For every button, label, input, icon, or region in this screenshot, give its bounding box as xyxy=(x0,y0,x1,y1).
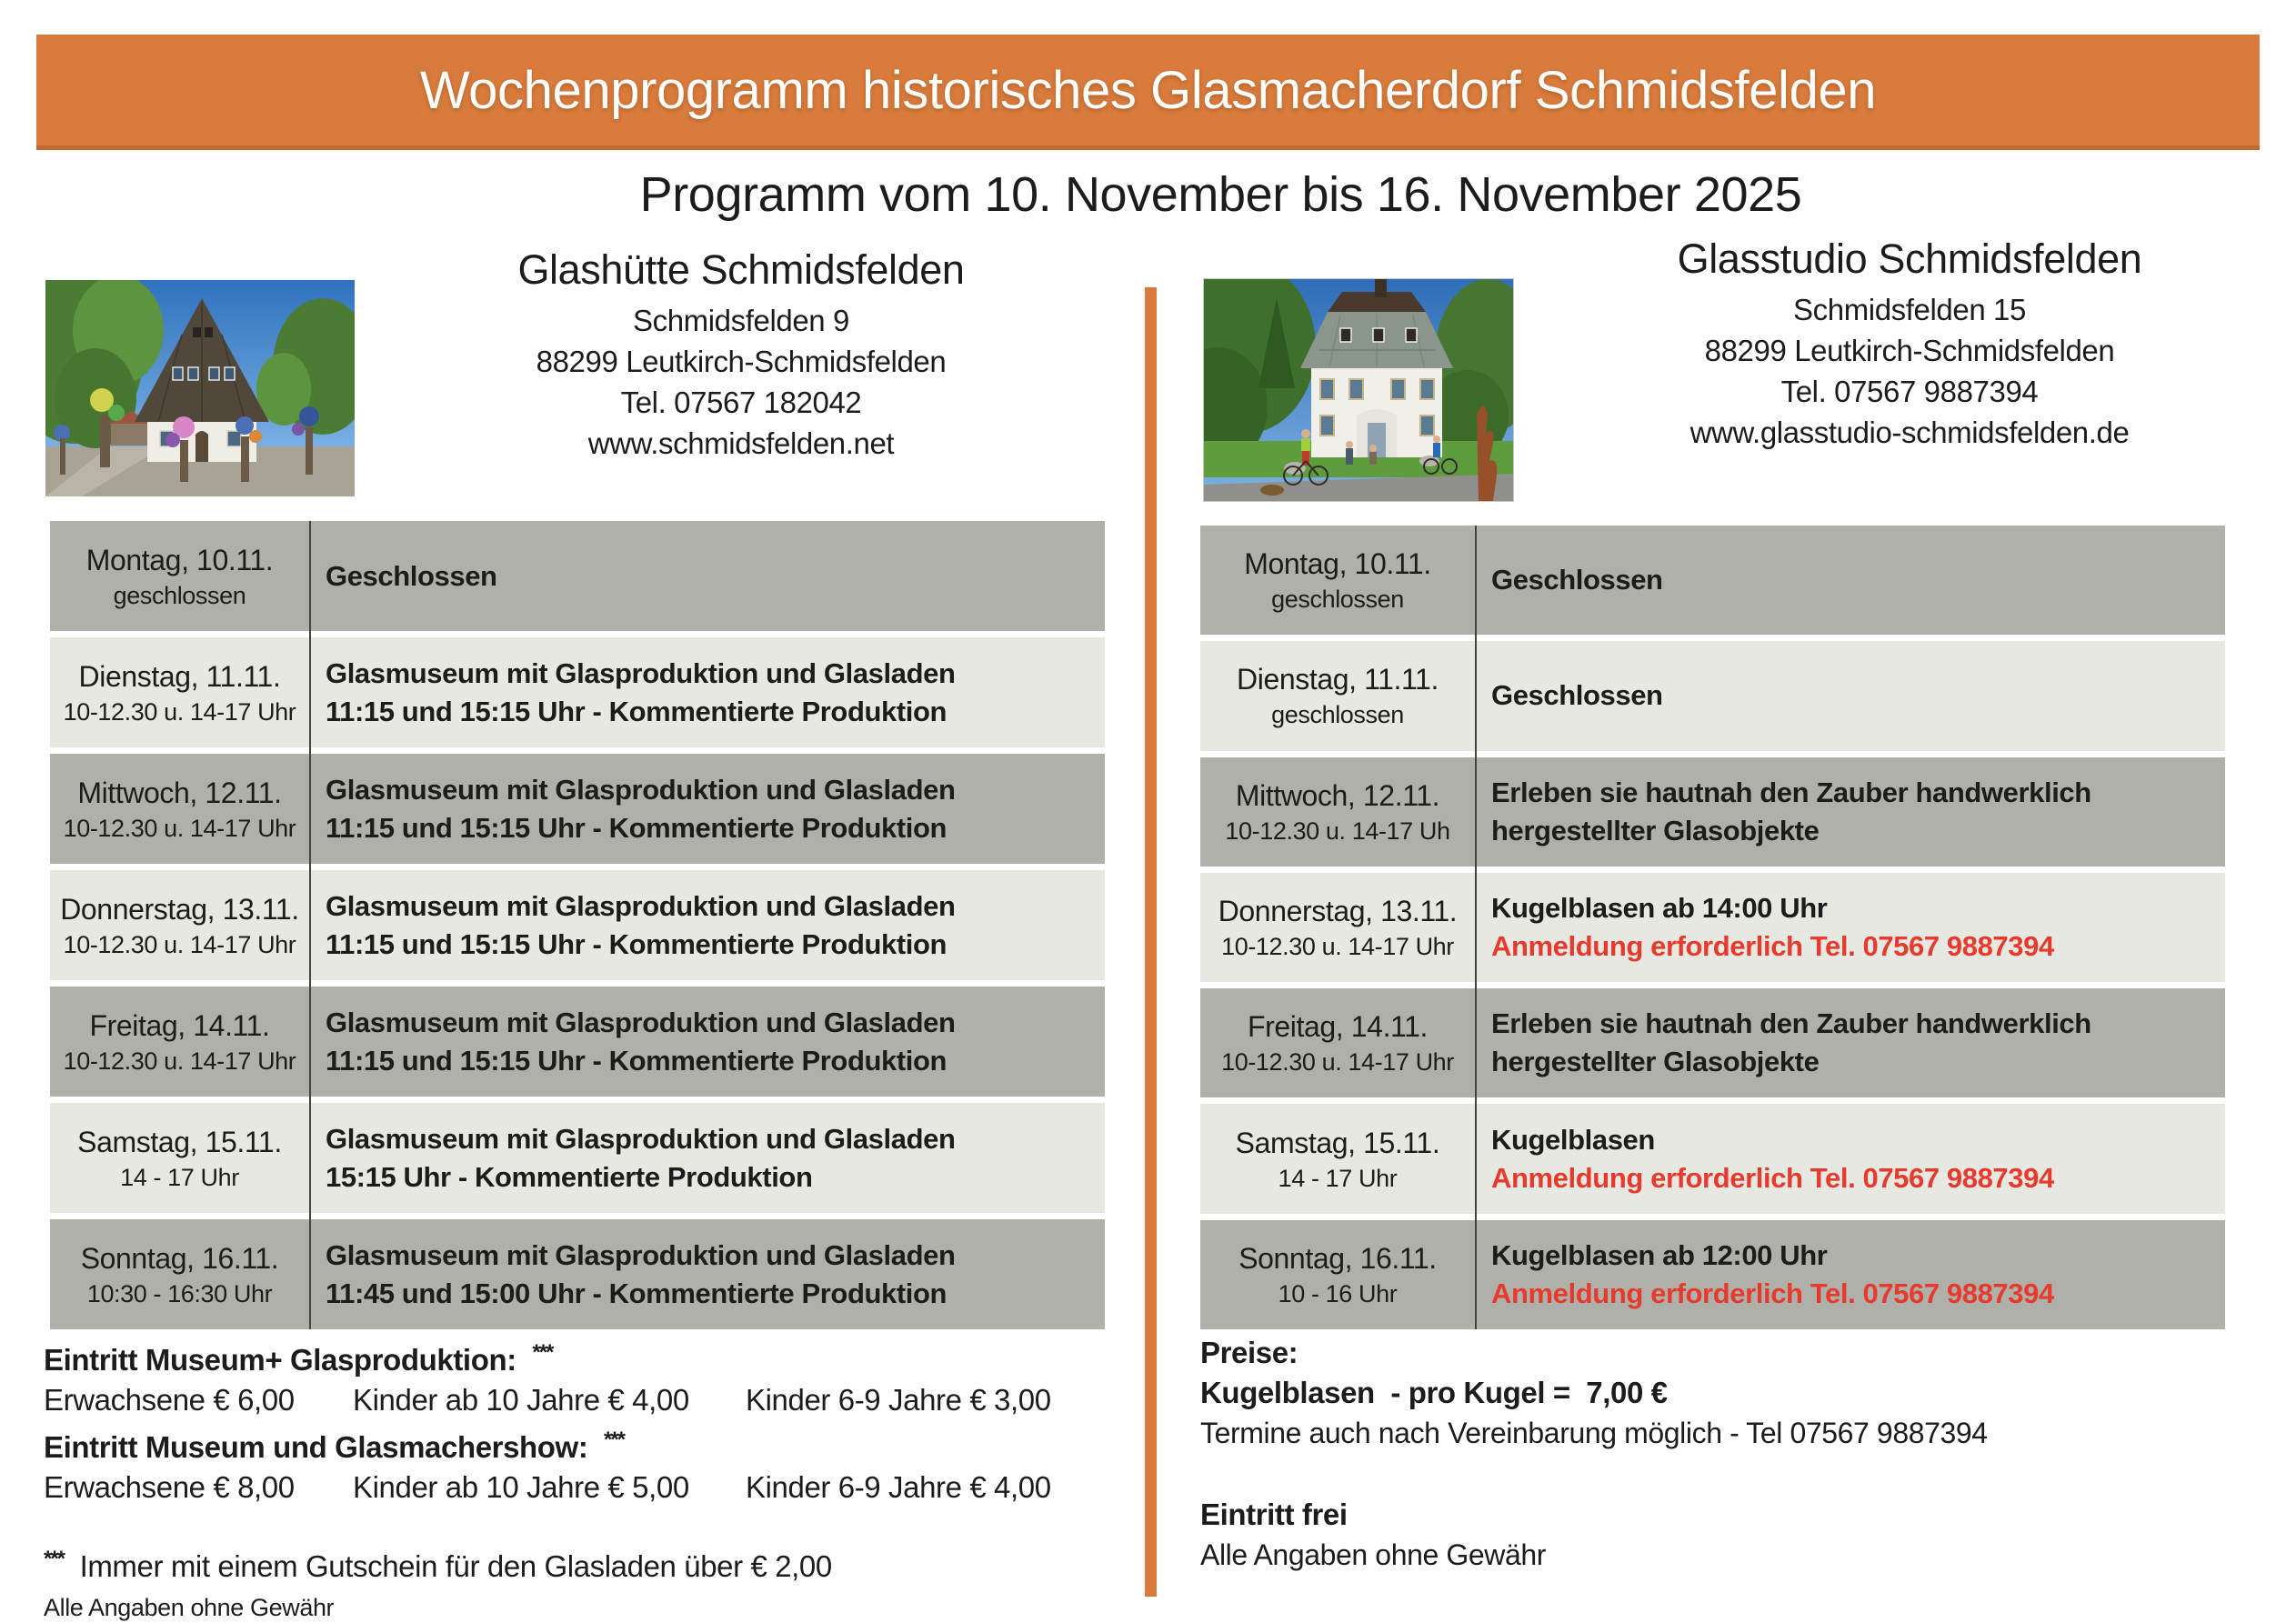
column-divider xyxy=(1145,287,1157,1597)
glasstudio-pricing xyxy=(1200,1333,2241,1575)
disclaimer-right: Alle Angaben ohne Gewähr xyxy=(1200,1538,1547,1571)
row-program-line1: Kugelblasen xyxy=(1491,1123,1655,1156)
glashuette-info xyxy=(364,245,1118,464)
row-day: Montag, 10.11. xyxy=(85,543,274,576)
row-time: 10-12.30 u. 14-17 Uhr xyxy=(1221,1048,1454,1077)
row-day: Mittwoch, 12.11. xyxy=(1235,778,1440,812)
row-day: Dienstag, 11.11. xyxy=(1237,663,1439,696)
row-time: 10 - 16 Uhr xyxy=(1278,1279,1398,1307)
price-adults: Erwachsene € 8,00 xyxy=(44,1470,295,1504)
voucher-footnote: *** Immer mit einem Gutschein für den Glasladen über € 2,00 xyxy=(44,1547,832,1583)
row-day: Montag, 10.11. xyxy=(1244,547,1431,581)
prices-header: Preise: xyxy=(1200,1336,1298,1369)
schedule-row-friday xyxy=(1200,988,2225,1097)
glasstudio-city: 88299 Leutkirch-Schmidsfelden xyxy=(1704,334,2115,367)
row-program-line1: Kugelblasen ab 12:00 Uhr xyxy=(1491,1238,1828,1271)
row-time: 10-12.30 u. 14-17 Uhr xyxy=(63,697,296,726)
row-program-line2: 15:15 Uhr - Kommentierte Produktion xyxy=(326,1160,813,1193)
schedule-row-saturday xyxy=(50,1103,1105,1213)
row-day: Freitag, 14.11. xyxy=(89,1008,270,1042)
page-title: Wochenprogramm historisches Glasmacherdorf Schmidsfelden xyxy=(419,60,1877,120)
pricing-header-show: Eintritt Museum und Glasmachershow: *** xyxy=(44,1428,624,1464)
table-column-rule xyxy=(309,521,311,1329)
glashuette-website: www.schmidsfelden.net xyxy=(587,426,895,460)
row-day: Donnerstag, 13.11. xyxy=(60,892,299,926)
glasstudio-street: Schmidsfelden 15 xyxy=(1793,293,2026,326)
pricing-header-production: Eintritt Museum+ Glasproduktion: *** xyxy=(44,1340,553,1377)
schedule-row-tuesday xyxy=(50,637,1105,747)
row-day: Dienstag, 11.11. xyxy=(78,659,281,693)
schedule-row-tuesday xyxy=(1200,641,2225,750)
schedule-row-wednesday xyxy=(50,754,1105,864)
price-row-show xyxy=(44,1468,1117,1508)
schedule-row-wednesday xyxy=(1200,757,2225,867)
row-time: geschlossen xyxy=(1271,701,1404,729)
price-kids-6to9: Kinder 6-9 Jahre € 4,00 xyxy=(746,1470,1051,1504)
row-time: 14 - 17 Uhr xyxy=(120,1163,239,1191)
schedule-row-sunday xyxy=(1200,1220,2225,1329)
price-kids-6to9: Kinder 6-9 Jahre € 3,00 xyxy=(746,1383,1051,1417)
row-program-line2: 11:15 und 15:15 Uhr - Kommentierte Produktion xyxy=(326,1044,947,1077)
row-program-line1: Geschlossen xyxy=(1491,679,1663,712)
schedule-row-friday xyxy=(50,987,1105,1097)
price-kids-over10: Kinder ab 10 Jahre € 5,00 xyxy=(353,1470,689,1504)
price-kids-over10: Kinder ab 10 Jahre € 4,00 xyxy=(353,1383,689,1417)
row-time: 10-12.30 u. 14-17 Uhr xyxy=(63,814,296,842)
row-time: 10:30 - 16:30 Uhr xyxy=(86,1279,273,1307)
row-program-line2: 11:15 und 15:15 Uhr - Kommentierte Produktion xyxy=(326,811,947,844)
free-entry-note: Eintritt frei xyxy=(1200,1498,1348,1531)
glashuette-phone: Tel. 07567 182042 xyxy=(620,386,862,419)
row-program-line1: Erleben sie hautnah den Zauber handwerklich xyxy=(1491,1007,2091,1040)
row-program-line1: Geschlossen xyxy=(1491,564,1663,596)
row-program-line1: Glasmuseum mit Glasproduktion und Glasladen xyxy=(326,1122,956,1155)
row-time: geschlossen xyxy=(113,581,246,609)
row-program-line1: Glasmuseum mit Glasproduktion und Glasladen xyxy=(326,656,956,689)
row-day: Samstag, 15.11. xyxy=(1235,1126,1440,1159)
row-program-line1: Glasmuseum mit Glasproduktion und Glasladen xyxy=(326,1006,956,1038)
row-day: Freitag, 14.11. xyxy=(1248,1010,1428,1044)
disclaimer-left: Alle Angaben ohne Gewähr xyxy=(44,1594,335,1621)
glasstudio-phone: Tel. 07567 9887394 xyxy=(1780,375,2039,408)
glasstudio-schedule-table xyxy=(1200,526,2225,1329)
row-program-line1: Glasmuseum mit Glasproduktion und Glasladen xyxy=(326,773,956,806)
footnote-marker: *** xyxy=(603,1428,624,1452)
glasstudio-photo xyxy=(1203,278,1514,502)
row-registration-note: Anmeldung erforderlich Tel. 07567 9887394 xyxy=(1491,929,2054,962)
spacer xyxy=(1200,1453,2241,1495)
footnote-marker: *** xyxy=(44,1547,65,1571)
glashuette-city: 88299 Leutkirch-Schmidsfelden xyxy=(536,345,947,378)
row-time: 10-12.30 u. 14-17 Uhr xyxy=(63,1047,296,1075)
row-day: Sonntag, 16.11. xyxy=(1238,1241,1437,1275)
row-day: Donnerstag, 13.11. xyxy=(1218,894,1458,927)
appointment-note: Termine auch nach Vereinbarung möglich - Tel 07567 9887394 xyxy=(1200,1417,1988,1449)
row-time: geschlossen xyxy=(1271,586,1404,614)
row-registration-note: Anmeldung erforderlich Tel. 07567 9887394 xyxy=(1491,1277,2054,1309)
glashuette-pricing xyxy=(44,1333,1117,1623)
row-time: 10-12.30 u. 14-17 Uh xyxy=(1225,817,1450,845)
schedule-row-monday xyxy=(1200,526,2225,635)
row-program-line1: Glasmuseum mit Glasproduktion und Glasladen xyxy=(326,1238,956,1271)
row-day: Sonntag, 16.11. xyxy=(80,1241,279,1275)
glashuette-schedule-table xyxy=(50,521,1105,1329)
glashuette-photo-illustration xyxy=(45,280,355,496)
row-registration-note: Anmeldung erforderlich Tel. 07567 9887394 xyxy=(1491,1161,2054,1194)
glashuette-name: Glashütte Schmidsfelden xyxy=(517,246,965,293)
glasstudio-website: www.glasstudio-schmidsfelden.de xyxy=(1689,416,2130,449)
row-program-line1: Kugelblasen ab 14:00 Uhr xyxy=(1491,891,1828,924)
schedule-row-saturday xyxy=(1200,1104,2225,1213)
glasstudio-photo-illustration xyxy=(1204,279,1513,501)
week-range-subtitle: Programm vom 10. November bis 16. November 2025 xyxy=(639,167,1802,222)
glashuette-photo xyxy=(45,280,355,496)
glasstudio-name: Glasstudio Schmidsfelden xyxy=(1677,235,2142,282)
row-program-line1: Glasmuseum mit Glasproduktion und Glasladen xyxy=(326,889,956,922)
row-program-line1: Geschlossen xyxy=(326,559,497,592)
kugelblasen-price: Kugelblasen - pro Kugel = 7,00 € xyxy=(1200,1376,1668,1409)
row-program-line2: hergestellter Glasobjekte xyxy=(1491,1046,1820,1078)
row-time: 14 - 17 Uhr xyxy=(1278,1164,1398,1192)
schedule-row-monday xyxy=(50,521,1105,631)
row-day: Mittwoch, 12.11. xyxy=(77,776,282,809)
schedule-row-sunday xyxy=(50,1219,1105,1329)
header-banner xyxy=(36,35,2260,150)
glashuette-street: Schmidsfelden 9 xyxy=(633,304,849,337)
row-program-line1: Erleben sie hautnah den Zauber handwerklich xyxy=(1491,776,2091,808)
row-day: Samstag, 15.11. xyxy=(77,1125,282,1158)
row-program-line2: 11:15 und 15:15 Uhr - Kommentierte Produktion xyxy=(326,927,947,960)
row-program-line2: 11:15 und 15:15 Uhr - Kommentierte Produktion xyxy=(326,695,947,727)
glasstudio-info xyxy=(1528,235,2291,453)
price-adults: Erwachsene € 6,00 xyxy=(44,1383,295,1417)
row-program-line2: 11:45 und 15:00 Uhr - Kommentierte Produktion xyxy=(326,1277,947,1309)
row-program-line2: hergestellter Glasobjekte xyxy=(1491,814,1820,847)
schedule-row-thursday xyxy=(50,870,1105,980)
footnote-marker: *** xyxy=(532,1340,553,1365)
row-time: 10-12.30 u. 14-17 Uhr xyxy=(63,930,296,958)
price-row-production xyxy=(44,1380,1117,1420)
row-time: 10-12.30 u. 14-17 Uhr xyxy=(1221,932,1454,960)
schedule-row-thursday xyxy=(1200,873,2225,982)
table-column-rule xyxy=(1475,526,1477,1329)
